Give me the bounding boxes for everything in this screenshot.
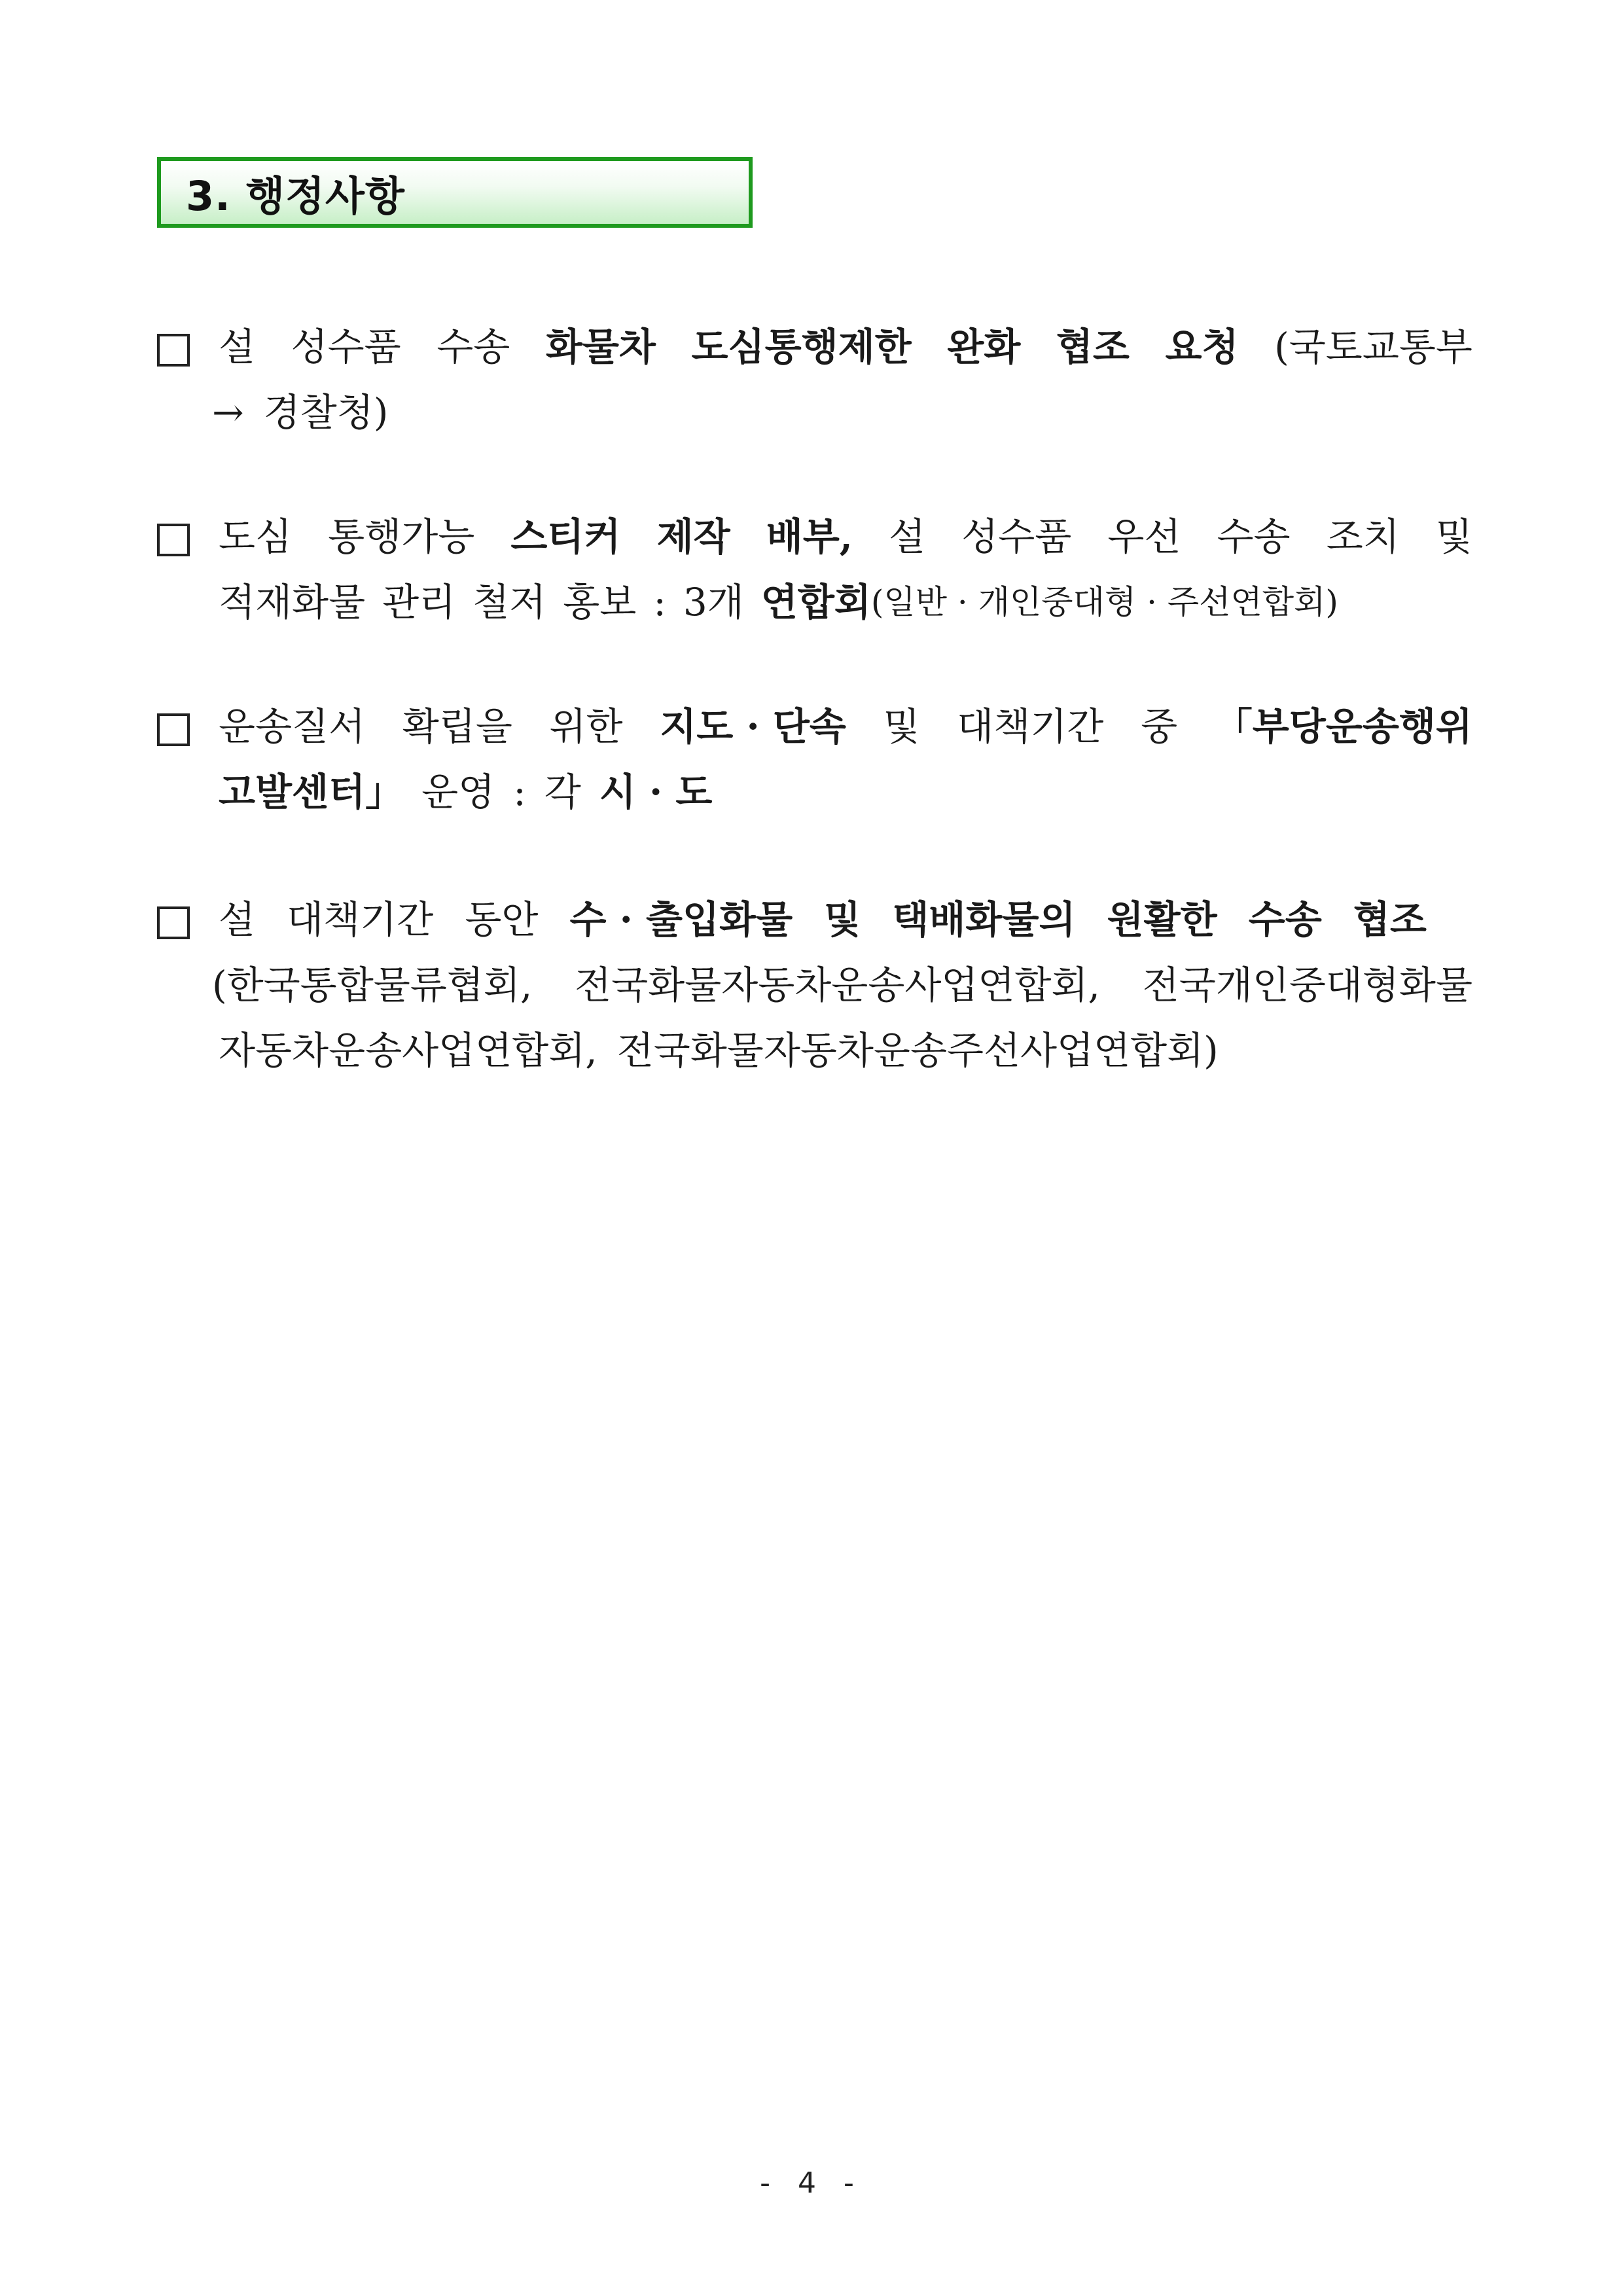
checkbox-square-icon bbox=[157, 906, 190, 939]
item-4-line-1: 설 대책기간 동안 수 · 출입화물 및 택배화물의 원활한 수송 협조 bbox=[219, 897, 1427, 942]
arrow-right-icon: → bbox=[212, 390, 244, 435]
item-3-line-2: 고발센터」 운영 : 각 시 · 도 bbox=[219, 770, 713, 814]
section-title: 3. 행정사항 bbox=[186, 171, 405, 220]
item-2-line-1: 도심 통행가능 스티커 제작 배부, 설 성수품 우선 수송 조치 및 bbox=[219, 514, 1472, 559]
item-4-line-2: (한국통합물류협회, 전국화물자동차운송사업연합회, 전국개인중대형화물 bbox=[212, 963, 1472, 1007]
item-1-line-1: 설 성수품 수송 화물차 도심통행제한 완화 협조 요청 (국토교통부 bbox=[219, 325, 1472, 369]
item-2-line-2: 적재화물 관리 철저 홍보 : 3개 연합회 (일반 · 개인중대형 · 주선연합회) bbox=[219, 580, 1338, 624]
checkbox-square-icon bbox=[157, 334, 190, 367]
page-number: - 4 - bbox=[760, 2166, 863, 2200]
item-4-line-3: 자동차운송사업연합회, 전국화물자동차운송주선사업연합회) bbox=[219, 1028, 1219, 1073]
list-item-1 bbox=[157, 314, 1472, 445]
item-3-line-1: 운송질서 확립을 위한 지도 · 단속 및 대책기간 중 「부당운송행위 bbox=[219, 704, 1472, 749]
list-item-3 bbox=[157, 694, 1472, 825]
list-item-4 bbox=[157, 887, 1472, 1083]
list-item-2 bbox=[157, 504, 1472, 635]
checkbox-square-icon bbox=[157, 524, 190, 556]
item-1-line-2: → 경찰청) bbox=[212, 380, 1472, 445]
section-header-box bbox=[157, 157, 753, 228]
checkbox-square-icon bbox=[157, 713, 190, 746]
